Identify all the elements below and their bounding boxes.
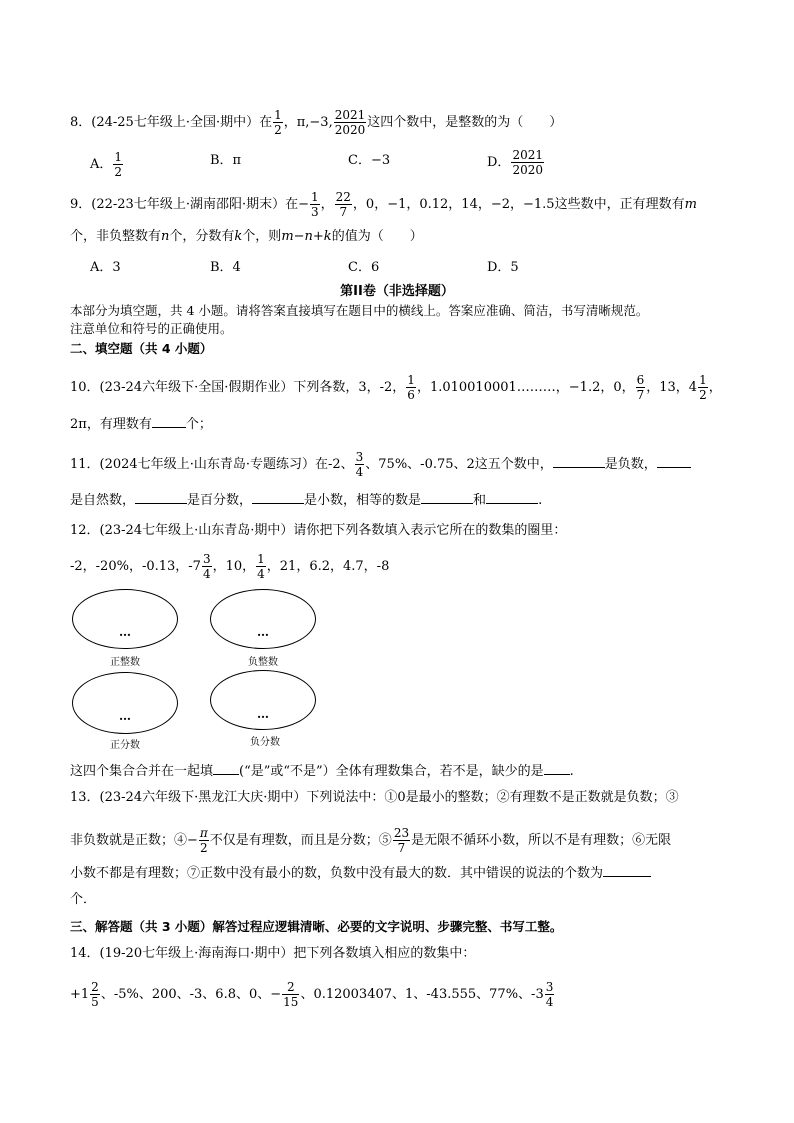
q12-fraction-1 [202,552,212,581]
q8-option-b: B．π [210,153,242,168]
q12-nums-c: ，21，6.2，4.7，-8 [266,559,390,574]
q9-fraction-1 [310,190,320,219]
q12-after-c: . [569,764,574,779]
q8-f1-num: 1 [274,108,282,122]
q8-option-a-den: 2 [114,165,123,179]
set-ellipse-negative-fractions[interactable] [210,670,316,730]
q8-option-c: C．−3 [348,153,391,168]
q9-stem-line2 [70,228,423,246]
q11-stem-line2 [70,489,542,510]
q14-fraction-3 [545,980,555,1009]
q13-stem-line4: 个． [70,892,97,907]
q8-prefix: 8．(24-25七年级上·全国·期中）在 [70,115,273,130]
q9-line2d: 的值为（ ） [331,229,423,244]
q9-line2c: 个，则 [242,229,282,244]
q9-f2-den: 7 [339,205,348,219]
q11-fraction [355,450,365,479]
q11-blank-5[interactable] [421,489,473,504]
set-ellipse-negative-integers[interactable] [210,589,316,649]
q9-sep: ， [320,197,334,212]
q14-fraction-2 [282,980,299,1009]
q8-f2-den: 2020 [334,123,366,137]
q10-f2-den: 7 [636,388,645,402]
set-dots: … [257,625,269,639]
q11-f-num: 3 [355,450,364,464]
q14-b: 、-5%、200、-3、6.8、0、− [100,987,282,1002]
q10-tail: ， [708,380,722,395]
q9-rest: ，0，−1，0.12，14，−2，−1.5这些数中，正有理数有 [352,197,685,212]
q9-expression: m−n+k [281,229,332,244]
q14-numbers [70,980,555,1009]
q10-mid: ，1.010010001………，−1.2，0， [416,380,635,395]
q14-f1-num: 2 [91,980,99,994]
q13-stem-line3 [70,862,651,883]
set-label-positive-fractions: 正分数 [110,740,140,751]
q8-option-d [487,148,545,177]
q9-f1-den: 3 [310,205,319,219]
q10-stem-line2 [70,413,212,434]
q8-option-a [90,150,124,179]
q14-f3-num: 3 [545,980,554,994]
q13-fraction-1 [199,826,209,855]
set-dots: … [119,709,131,723]
q8-mid: ，π,−3, [283,115,333,130]
q10-f1-num: 1 [407,373,415,387]
q11-line2c: 是小数，相等的数是 [304,493,422,508]
q11-f-den: 4 [355,465,364,479]
q9-fraction-2 [335,190,352,219]
q12-numbers [70,552,389,581]
q8-option-d-label: D． [487,155,511,170]
q12-nums-b: ，10， [212,559,256,574]
q9-var-m: m [684,197,697,212]
q9-var-n: n [161,229,170,244]
q12-stem: 12．(23-24七年级上·山东青岛·期中）请你把下列各数填入表示它所在的数集的圈里： [70,523,567,538]
q12-f2-num: 1 [257,552,265,566]
q10-fraction-3 [698,373,708,402]
q13-line3: 小数不都是有理数；⑦正数中没有最小的数，负数中没有最大的数．其中错误的说法的个数为 [70,866,604,881]
set-label-negative-fractions: 负分数 [250,737,280,748]
part2-title: 第II卷（非选择题） [340,284,454,299]
q12-after-a: 这四个集合合并在一起填 [70,764,214,779]
q13-stem-line1: 13．(23-24六年级下·黑龙江大庆·期中）下列说法中：①0是最小的整数；②有理数不是正数就是负数；③ [70,790,679,805]
set-ellipse-positive-integers[interactable] [72,589,178,649]
q10-stem-line1 [70,373,722,402]
q14-f2-den: 15 [283,995,299,1009]
q14-f3-den: 4 [545,995,554,1009]
q8-fraction-2 [334,108,367,137]
q11-blank-1[interactable] [553,453,605,468]
q11-blank-2[interactable] [657,453,691,468]
q10-f3-den: 2 [699,388,707,402]
q13-stem-line2 [70,826,671,855]
q12-f1-den: 4 [202,567,211,581]
q8-f2-num: 2021 [334,108,366,122]
q8-option-d-den: 2020 [512,163,543,177]
q8-f1-den: 2 [274,123,282,137]
q10-f1-den: 6 [407,388,415,402]
set-label-positive-integers: 正整数 [110,657,140,668]
q12-nums-a: -2，-20%，-0.13，-7 [70,559,201,574]
q13-f1-den: 2 [200,841,208,855]
q9-prefix: 9．(22-23七年级上·湖南邵阳·期末）在− [70,197,309,212]
q14-stem: 14．(19-20七年级上·海南海口·期中）把下列各数填入相应的数集中： [70,946,476,961]
set-dots: … [257,707,269,721]
q14-c: 、0.12003407、1、-43.555、77%、-3 [300,987,544,1002]
q11-a: 是负数， [604,457,657,472]
q12-f2-den: 4 [257,567,265,581]
q11-line2a: 是自然数， [70,493,136,508]
q10-f2-num: 6 [636,373,645,387]
q8-option-a-num: 1 [114,150,123,164]
q14-f2-num: 2 [282,980,299,995]
q11-mid: 、75%、-0.75、2这五个数中， [365,457,553,472]
q9-f1-num: 1 [310,190,319,204]
set-label-negative-integers: 负整数 [248,657,278,668]
q9-option-a: A．3 [90,260,121,275]
q11-blank-4[interactable] [252,489,304,504]
q13-f2-den: 7 [397,841,406,855]
q9-f2-num: 22 [335,190,351,204]
q13-l2b: 不仅是有理数，而且是分数；⑤ [209,833,392,848]
q13-f1-num: π [199,826,208,840]
q12-blank-1[interactable] [213,760,239,775]
q8-option-a-label: A． [90,157,113,172]
q13-l2a: 非负数就是正数；④− [70,833,198,848]
q9-var-k: k [234,229,243,244]
q10-blank[interactable] [152,413,186,428]
q10-line2: 2π，有理数有 [70,417,152,432]
q10-line2-end: 个； [185,417,212,432]
q14-a: +1 [70,987,90,1002]
q8-fraction-1 [273,108,283,137]
q9-option-d: D．5 [487,260,519,275]
set-dots: … [119,625,131,639]
q10-mid2: ，13，4 [646,380,698,395]
q11-line2b: 是百分数， [187,493,253,508]
q11-line2e: . [538,493,543,508]
q13-blank[interactable] [603,862,651,877]
q12-f1-num: 3 [202,552,211,566]
q9-line2a: 个，非负整数有 [70,229,162,244]
q14-fraction-1 [90,980,100,1009]
q9-line2b: 个，分数有 [169,229,235,244]
q10-f3-num: 1 [699,373,707,387]
q10-prefix: 10．(23-24六年级下·全国·假期作业）下列各数，3，-2， [70,380,406,395]
q12-blank-2[interactable] [544,760,570,775]
part2-intro-2: 注意单位和符号的正确使用。 [70,321,233,336]
q13-fraction-2 [393,826,410,855]
q13-l2c: 是无限不循环小数，所以不是有理数；⑥无限 [411,833,672,848]
q8-suffix: 这四个数中，是整数的为（ ） [367,115,563,130]
q10-fraction-2 [636,373,646,402]
q12-followup [70,760,574,781]
q11-line2d: 和 [473,493,487,508]
q9-stem-line1 [70,190,697,219]
set-ellipse-positive-fractions[interactable] [72,672,178,734]
q9-option-b: B．4 [210,260,241,275]
section-solutions: 三、解答题（共 3 小题）解答过程应逻辑清晰、必要的文字说明、步骤完整、书写工整。 [70,919,563,934]
q8-option-d-fraction [511,148,544,177]
part2-intro-1: 本部分为填空题，共 4 小题。请将答案直接填写在题目中的横线上。答案应准确、简洁，书写清晰规范。 [70,303,649,318]
q8-option-d-num: 2021 [512,148,543,162]
q11-stem-line1 [70,450,691,479]
q13-f2-num: 23 [393,826,410,840]
q14-f1-den: 5 [91,995,99,1009]
q8-stem [70,108,562,137]
q11-blank-3[interactable] [135,489,187,504]
q10-fraction-1 [406,373,416,402]
q12-after-b: (“是”或“不是”）全体有理数集合，若不是，缺少的是 [239,764,544,779]
q11-prefix: 11．(2024七年级上·山东青岛·专题练习）在-2、 [70,457,354,472]
q12-fraction-2 [256,552,266,581]
q8-option-a-fraction [113,150,123,179]
q9-option-c: C．6 [348,260,380,275]
q11-blank-6[interactable] [486,489,538,504]
section-fill-in: 二、填空题（共 4 小题） [70,341,213,356]
